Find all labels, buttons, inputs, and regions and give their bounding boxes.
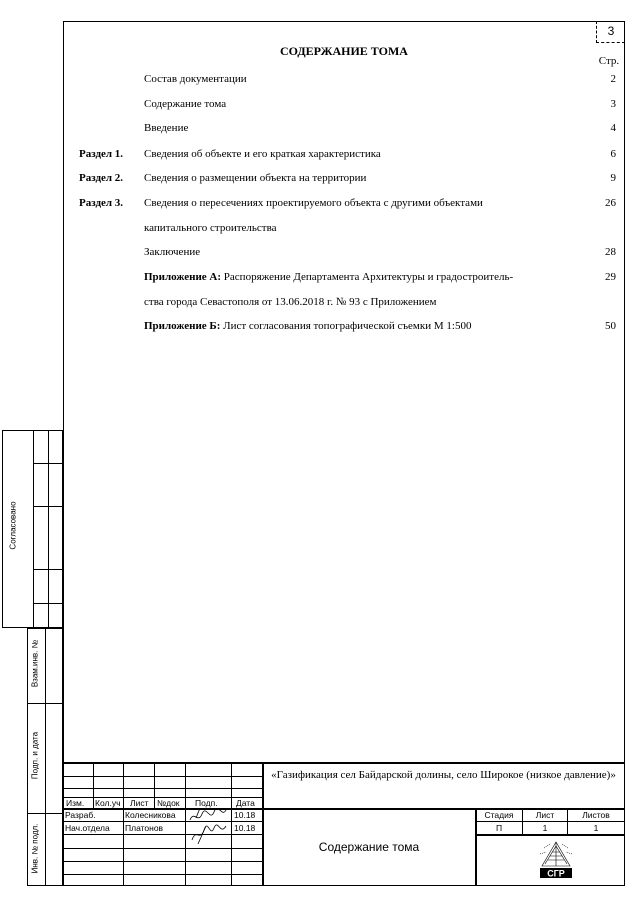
toc-entry: [144, 271, 513, 283]
toc-entry: [144, 320, 471, 332]
toc-section-label: Раздел 1.: [79, 148, 124, 160]
toc-entry: [144, 122, 188, 134]
signature-developer: [186, 806, 230, 846]
svg-text:СГР: СГР: [547, 868, 565, 879]
sheet-header: Лист: [535, 810, 555, 820]
header-izm: Изм.: [66, 798, 85, 808]
role-head: Нач.отдела: [65, 823, 110, 833]
toc-page-number: 50: [605, 320, 616, 332]
toc-page-number: 2: [610, 73, 616, 85]
toc-entry-text: Состав документации: [144, 73, 247, 85]
toc-appendix-label: Приложение А:: [144, 271, 222, 283]
toc-page-number: 26: [605, 197, 616, 209]
name-head: Платонов: [125, 823, 164, 833]
page-number-box: 3: [596, 21, 625, 43]
stage-value: П: [495, 823, 503, 833]
toc-page-number: 29: [605, 271, 616, 283]
header-podp: Подп.: [195, 798, 218, 808]
toc-entry: [144, 172, 366, 184]
toc-entry-text: Содержание тома: [144, 98, 227, 110]
project-name: «Газификация сел Байдарской долины, село Широкое (низкое давление)»: [271, 769, 616, 781]
toc-entry-text: Сведения о размещении объекта на территории: [144, 172, 367, 184]
toc-entry: [144, 98, 226, 110]
header-kol: Кол.уч: [95, 798, 121, 808]
replaced-inv-label: Взам.инв. №: [30, 639, 40, 688]
toc-entry: [144, 296, 436, 308]
toc-appendix-label: Приложение Б:: [144, 320, 221, 332]
page-title: СОДЕРЖАНИЕ ТОМА: [280, 44, 408, 58]
toc-entry: [144, 222, 277, 234]
header-ndok: №док: [157, 798, 180, 808]
toc-entry: [144, 246, 200, 258]
toc-entry-text: ства города Севастополя от 13.06.2018 г. № 93 с Приложением: [144, 296, 437, 308]
header-date: Дата: [236, 798, 255, 808]
name-developer: Колесникова: [125, 810, 176, 820]
stage-header: Стадия: [484, 810, 514, 820]
agreed-block: [2, 430, 63, 628]
document-name: Содержание тома: [318, 840, 420, 854]
side-stamp: [27, 628, 63, 886]
header-list: Лист: [130, 798, 149, 808]
inv-number-label: Инв. № подл.: [30, 823, 40, 874]
toc-page-number: 4: [610, 122, 616, 134]
date-developer: 10.18: [234, 810, 256, 820]
sheets-value: 1: [593, 823, 599, 833]
sign-date-label: Подп. и дата: [30, 731, 40, 780]
page-column-header: Стр.: [598, 55, 620, 67]
toc-page-number: 9: [610, 172, 616, 184]
toc-entry-text: Сведения об объекте и его краткая характеристика: [144, 148, 381, 160]
toc-entry: [144, 73, 247, 85]
sheets-header: Листов: [582, 810, 610, 820]
toc-entry-text: капитального строительства: [144, 222, 277, 234]
toc-section-label: Раздел 2.: [79, 172, 124, 184]
toc-entry-text: Лист согласования топографической съемки М 1:500: [223, 320, 472, 332]
toc-entry-text: Введение: [144, 122, 189, 134]
toc-entry: [144, 148, 381, 160]
toc-section-label: Раздел 3.: [79, 197, 124, 209]
toc-entry-text: Сведения о пересечениях проектируемого объекта с другими объектами: [144, 197, 483, 209]
toc-entry: [144, 197, 483, 209]
toc-entry-text: Распоряжение Департамента Архитектуры и градостроитель-: [223, 271, 514, 283]
company-logo: [536, 840, 576, 880]
toc-page-number: 6: [610, 148, 616, 160]
sheet-value: 1: [542, 823, 548, 833]
toc-entry-text: Заключение: [144, 246, 201, 258]
toc-page-number: 28: [605, 246, 616, 258]
role-developer: Разраб.: [65, 810, 96, 820]
toc-page-number: 3: [610, 98, 616, 110]
agreed-label: Согласовано: [8, 501, 18, 550]
date-head: 10.18: [234, 823, 256, 833]
